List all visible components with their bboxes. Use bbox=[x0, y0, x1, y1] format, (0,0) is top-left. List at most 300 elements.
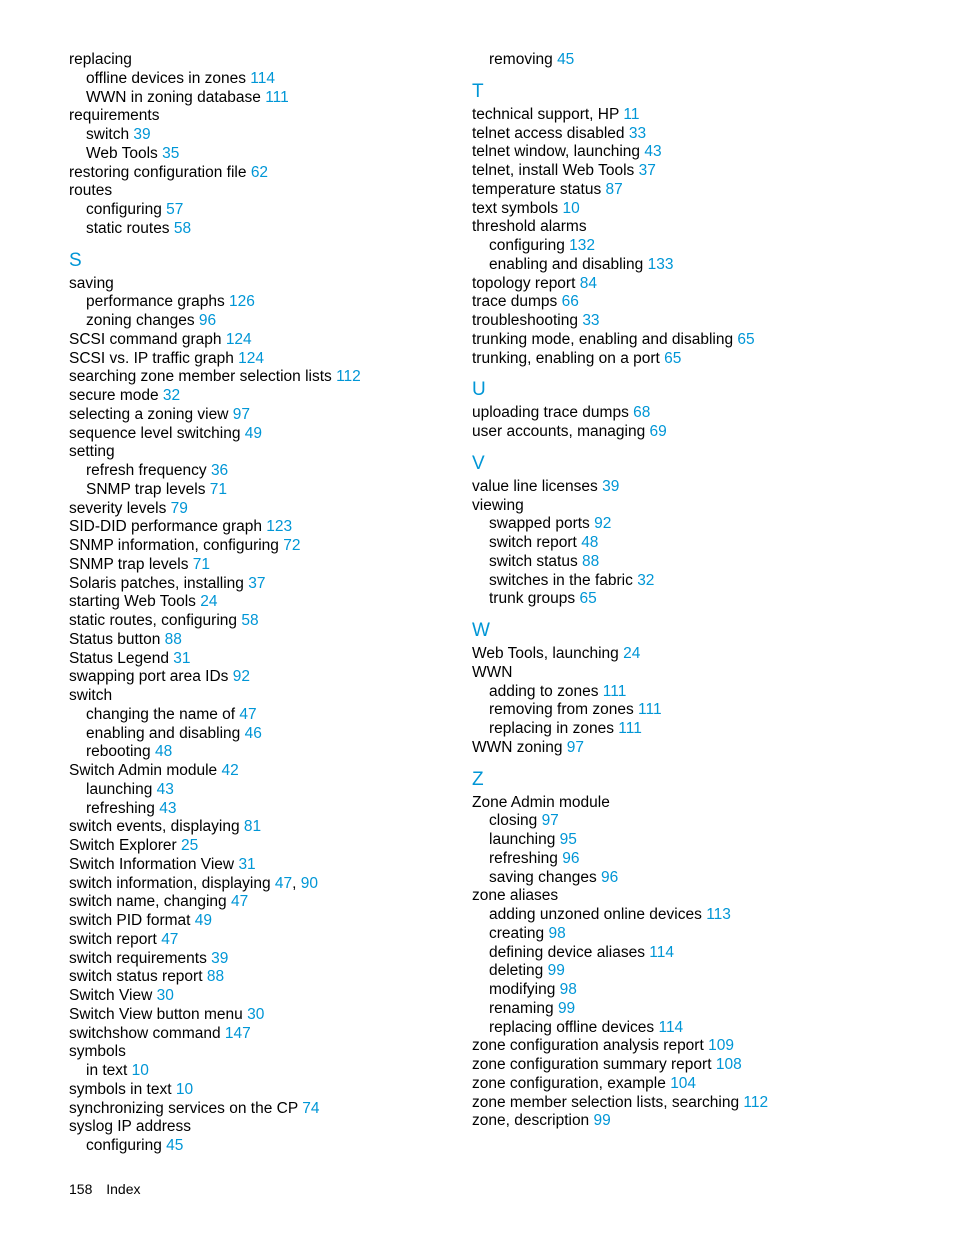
entry-text: technical support, HP bbox=[472, 105, 620, 123]
index-subentry-enabling-and-disabling bbox=[472, 256, 912, 275]
entry-text: zone member selection lists, searching bbox=[472, 1093, 740, 1111]
index-entry-sequence-level-switching bbox=[69, 425, 459, 444]
index-subentry-refreshing bbox=[472, 850, 912, 869]
entry-text: zoning changes bbox=[86, 312, 195, 329]
page-link[interactable]: 96 bbox=[562, 849, 580, 867]
index-entry-switch-view bbox=[69, 987, 459, 1006]
page-link[interactable]: 36 bbox=[210, 462, 229, 479]
entry-text: zone aliases bbox=[472, 887, 559, 905]
entry-text: temperature status bbox=[472, 180, 602, 198]
entry-text: Switch Information View bbox=[69, 855, 235, 873]
entry-text: static routes, configuring bbox=[69, 612, 238, 629]
entry-text: WWN in zoning database bbox=[86, 88, 261, 106]
page-link[interactable]: 98 bbox=[559, 981, 577, 998]
index-subentry-defining-device-aliases bbox=[472, 944, 912, 963]
page-link[interactable]: 24 bbox=[623, 645, 641, 662]
index-entry-zone-configuration-summary-report bbox=[472, 1056, 912, 1075]
index-entry-telnet-access-disabled bbox=[472, 125, 912, 144]
entry-text: switch requirements bbox=[69, 949, 207, 967]
entry-text: saving changes bbox=[489, 868, 597, 886]
page-link[interactable]: 74 bbox=[302, 1099, 320, 1117]
entry-text: removing from zones bbox=[489, 701, 634, 719]
entry-text: sequence level switching bbox=[69, 424, 241, 442]
index-entry-syslog-ip-address bbox=[69, 1118, 459, 1137]
page-link[interactable]: 57 bbox=[166, 201, 184, 218]
page-link[interactable]: 39 bbox=[211, 949, 229, 967]
index-entry-symbols bbox=[69, 1043, 459, 1062]
index-subentry-creating bbox=[472, 925, 912, 944]
page-link[interactable]: 132 bbox=[569, 237, 596, 254]
page-link[interactable]: 92 bbox=[594, 515, 612, 533]
index-subentry-static-routes bbox=[69, 220, 459, 239]
entry-text: selecting a zoning view bbox=[69, 405, 229, 423]
index-entry-trace-dumps bbox=[472, 293, 912, 312]
page-link[interactable]: 97 bbox=[541, 812, 559, 830]
entry-text: replacing bbox=[69, 51, 132, 68]
page-link[interactable]: 10 bbox=[562, 199, 580, 217]
page-link[interactable]: 35 bbox=[162, 144, 180, 162]
entry-text: requirements bbox=[69, 107, 160, 125]
index-entry-switch-pid-format bbox=[69, 912, 459, 931]
index-entry-text-symbols bbox=[472, 200, 912, 219]
entry-text: zone, description bbox=[472, 1112, 590, 1130]
index-subentry-configuring bbox=[472, 237, 912, 256]
page-link[interactable]: 66 bbox=[561, 293, 579, 311]
page-link[interactable]: 99 bbox=[557, 999, 576, 1017]
page-link[interactable]: 113 bbox=[706, 906, 731, 923]
page-link[interactable]: 33 bbox=[628, 124, 647, 142]
entry-text: launching bbox=[489, 831, 556, 848]
entry-text: performance graphs bbox=[86, 293, 225, 311]
page-link[interactable]: 124 bbox=[225, 330, 252, 348]
index-entry-switch-report bbox=[69, 931, 459, 950]
page-link[interactable]: 37 bbox=[638, 162, 656, 179]
page-link[interactable]: 58 bbox=[173, 219, 192, 237]
index-entry-switch-information-displaying bbox=[69, 875, 459, 894]
entry-text: switch events, displaying bbox=[69, 818, 240, 836]
entry-text: searching zone member selection lists bbox=[69, 368, 332, 386]
entry-text: switch PID format bbox=[69, 912, 191, 929]
index-entry-zone-admin-module bbox=[472, 794, 912, 813]
page-link[interactable]: 43 bbox=[159, 799, 177, 817]
page-link[interactable]: 133 bbox=[647, 255, 674, 273]
index-entry-sid-did-performance-graph bbox=[69, 518, 459, 537]
entry-text: SCSI vs. IP traffic graph bbox=[69, 349, 234, 367]
index-subentry-configuring bbox=[69, 1137, 459, 1156]
page-link[interactable]: 65 bbox=[664, 349, 682, 367]
entry-text: user accounts, managing bbox=[472, 423, 646, 440]
index-subentry-web-tools bbox=[69, 145, 459, 164]
index-entry-telnet-install-web-tools bbox=[472, 162, 912, 181]
entry-text: text symbols bbox=[472, 199, 559, 217]
entry-text: restoring configuration file bbox=[69, 163, 247, 181]
index-subentry-refresh-frequency bbox=[69, 462, 459, 481]
entry-text: symbols in text bbox=[69, 1080, 172, 1098]
page-link[interactable]: 88 bbox=[206, 968, 225, 986]
page-link[interactable]: 39 bbox=[602, 477, 620, 495]
entry-text: SNMP information, configuring bbox=[69, 537, 279, 554]
entry-text: switch bbox=[86, 126, 130, 143]
entry-text: switch status bbox=[489, 552, 578, 570]
entry-text: changing the name of bbox=[86, 705, 236, 723]
page-link[interactable]: 108 bbox=[715, 1056, 742, 1073]
entry-text: configuring bbox=[86, 1137, 162, 1154]
entry-text: trunk groups bbox=[489, 590, 576, 608]
index-subentry-modifying bbox=[472, 981, 912, 1000]
section-letter-z: Z bbox=[472, 768, 484, 790]
index-entry-trunking-mode-enabling-and-disabling bbox=[472, 331, 912, 350]
entry-text: removing bbox=[489, 51, 553, 68]
page-link[interactable]: 92 bbox=[232, 668, 250, 686]
page-link[interactable]: 10 bbox=[131, 1062, 149, 1079]
index-entry-secure-mode bbox=[69, 387, 459, 406]
index-entry-status-button bbox=[69, 631, 459, 650]
index-entry-wwn-zoning bbox=[472, 739, 912, 758]
entry-text: secure mode bbox=[69, 387, 159, 404]
index-entry-searching-zone-member-selection-lists bbox=[69, 368, 459, 387]
page-link[interactable]: 58 bbox=[241, 612, 259, 629]
entry-text: viewing bbox=[472, 496, 524, 514]
entry-text: SNMP trap levels bbox=[69, 555, 189, 573]
page-link[interactable]: 126 bbox=[229, 293, 255, 311]
section-letter-u: U bbox=[472, 379, 486, 401]
entry-text: WWN bbox=[472, 663, 513, 681]
entry-text: telnet, install Web Tools bbox=[472, 162, 635, 179]
entry-text: enabling and disabling bbox=[489, 255, 644, 273]
index-entry-threshold-alarms bbox=[472, 218, 912, 237]
entry-text: static routes bbox=[86, 219, 170, 237]
entry-text: zone configuration summary report bbox=[472, 1056, 712, 1073]
section-letter-t: T bbox=[472, 80, 484, 102]
index-entry-technical-support-hp bbox=[472, 106, 912, 125]
entry-text: WWN zoning bbox=[472, 738, 563, 756]
index-subentry-launching bbox=[69, 781, 459, 800]
page-link[interactable]: 98 bbox=[548, 924, 566, 942]
entry-text: syslog IP address bbox=[69, 1118, 192, 1136]
page-link[interactable]: 97 bbox=[566, 738, 584, 756]
index-subentry-switches-in-the-fabric bbox=[472, 572, 912, 591]
entry-text: Switch Admin module bbox=[69, 762, 218, 779]
entry-text: replacing offline devices bbox=[489, 1018, 655, 1036]
page-link[interactable]: 45 bbox=[557, 51, 575, 68]
index-entry-troubleshooting bbox=[472, 312, 912, 331]
entry-text: saving bbox=[69, 274, 114, 292]
entry-text: severity levels bbox=[69, 499, 167, 517]
page-link[interactable]: 72 bbox=[283, 537, 301, 554]
entry-text: starting Web Tools bbox=[69, 593, 196, 611]
index-subentry-closing bbox=[472, 812, 912, 831]
page-link[interactable]: 88 bbox=[582, 552, 600, 570]
index-entry-synchronizing-services-on-the-cp bbox=[69, 1100, 459, 1119]
index-subentry-wwn-in-zoning-database bbox=[69, 89, 459, 108]
entry-text: topology report bbox=[472, 274, 576, 292]
page-link[interactable]: 84 bbox=[579, 274, 597, 292]
index-column-right bbox=[472, 51, 912, 1131]
index-entry-topology-report bbox=[472, 275, 912, 294]
entry-text: switch information, displaying bbox=[69, 874, 271, 892]
index-subentry-removing bbox=[472, 51, 912, 70]
page-link[interactable]: 99 bbox=[547, 962, 565, 980]
page-link[interactable]: 68 bbox=[633, 404, 651, 422]
entry-text: synchronizing services on the CP bbox=[69, 1099, 298, 1117]
index-entry-switch-view-button-menu bbox=[69, 1006, 459, 1025]
page-link[interactable]: 96 bbox=[198, 312, 217, 329]
page-link[interactable]: 111 bbox=[602, 682, 627, 700]
entry-text: enabling and disabling bbox=[86, 724, 241, 742]
index-entry-wwn bbox=[472, 664, 912, 683]
entry-text: configuring bbox=[86, 201, 162, 218]
entry-text: Status Legend bbox=[69, 649, 169, 667]
index-subentry-launching bbox=[472, 831, 912, 850]
page-link[interactable]: 45 bbox=[166, 1137, 184, 1154]
page-link[interactable]: 114 bbox=[649, 943, 674, 961]
page-link[interactable]: 109 bbox=[708, 1037, 734, 1055]
page-link[interactable]: 104 bbox=[670, 1074, 697, 1092]
page-link[interactable]: 71 bbox=[209, 480, 228, 498]
entry-text: Status button bbox=[69, 630, 161, 648]
page-link[interactable]: 79 bbox=[170, 499, 188, 517]
entry-text: creating bbox=[489, 924, 545, 942]
entry-text: modifying bbox=[489, 981, 556, 998]
page-link[interactable]: 49 bbox=[194, 912, 213, 929]
page-link[interactable]: 112 bbox=[336, 368, 361, 386]
page-link[interactable]: 48 bbox=[154, 743, 173, 761]
index-entry-switch bbox=[69, 687, 459, 706]
entry-text: switch report bbox=[489, 534, 577, 551]
index-subentry-replacing-offline-devices bbox=[472, 1019, 912, 1038]
page-link[interactable]: 71 bbox=[192, 555, 211, 573]
entry-text: SNMP trap levels bbox=[86, 480, 206, 498]
page-separator: , bbox=[292, 874, 297, 892]
page-link[interactable]: 124 bbox=[238, 349, 265, 367]
page-link[interactable]: 25 bbox=[181, 837, 199, 854]
entry-text: switch name, changing bbox=[69, 893, 227, 911]
index-entry-zone-configuration-analysis-report bbox=[472, 1037, 912, 1056]
page-link[interactable]: 95 bbox=[559, 831, 577, 848]
entry-text: in text bbox=[86, 1062, 128, 1079]
page-link[interactable]: 97 bbox=[232, 405, 250, 423]
index-subentry-offline-devices-in-zones bbox=[69, 70, 459, 89]
index-subentry-trunk-groups bbox=[472, 590, 912, 609]
entry-text: launching bbox=[86, 780, 153, 798]
entry-text: Switch Explorer bbox=[69, 837, 177, 854]
entry-text: refreshing bbox=[86, 799, 155, 817]
section-letter-w: W bbox=[472, 620, 490, 641]
index-entry-uploading-trace-dumps bbox=[472, 404, 912, 423]
entry-text: replacing in zones bbox=[489, 720, 614, 737]
index-entry-switch-information-view bbox=[69, 856, 459, 875]
entry-text: deleting bbox=[489, 962, 544, 980]
index-entry-saving bbox=[69, 275, 459, 294]
page-link[interactable]: 114 bbox=[250, 69, 276, 87]
page-link[interactable]: 32 bbox=[637, 571, 655, 589]
entry-text: offline devices in zones bbox=[86, 69, 246, 87]
index-subentry-zoning-changes bbox=[69, 312, 459, 331]
index-entry-routes bbox=[69, 182, 459, 201]
index-subentry-performance-graphs bbox=[69, 293, 459, 312]
page-link[interactable]: 11 bbox=[623, 105, 640, 123]
page-link[interactable]: 114 bbox=[658, 1018, 684, 1036]
entry-text: threshold alarms bbox=[472, 218, 587, 236]
index-subentry-rebooting bbox=[69, 743, 459, 762]
page-link[interactable]: 47 bbox=[239, 705, 257, 723]
page-link[interactable]: 47 bbox=[161, 930, 179, 948]
entry-text: Switch View button menu bbox=[69, 1005, 243, 1023]
entry-text: swapping port area IDs bbox=[69, 668, 229, 686]
index-entry-viewing bbox=[472, 497, 912, 516]
page-link[interactable]: 43 bbox=[156, 780, 174, 798]
page-link[interactable]: 111 bbox=[638, 701, 662, 719]
index-subentry-switch bbox=[69, 126, 459, 145]
index-entry-replacing bbox=[69, 51, 459, 70]
entry-text: refresh frequency bbox=[86, 462, 207, 479]
entry-text: zone configuration, example bbox=[472, 1074, 666, 1092]
index-entry-switch-requirements bbox=[69, 950, 459, 969]
entry-text: setting bbox=[69, 443, 115, 461]
index-entry-symbols-in-text bbox=[69, 1081, 459, 1100]
page-link[interactable]: 111 bbox=[618, 720, 642, 737]
page-link[interactable]: 49 bbox=[244, 424, 263, 442]
index-subentry-adding-to-zones bbox=[472, 683, 912, 702]
index-entry-switchshow-command bbox=[69, 1025, 459, 1044]
page-link[interactable]: 69 bbox=[649, 423, 667, 440]
index-subentry-removing-from-zones bbox=[472, 701, 912, 720]
entry-text: Zone Admin module bbox=[472, 793, 610, 811]
index-entry-scsi-command-graph bbox=[69, 331, 459, 350]
page-link[interactable]: 32 bbox=[162, 387, 181, 404]
entry-text: telnet window, launching bbox=[472, 143, 641, 161]
index-entry-web-tools-launching bbox=[472, 645, 912, 664]
index-subentry-replacing-in-zones bbox=[472, 720, 912, 739]
page-link[interactable]: 39 bbox=[133, 126, 151, 143]
entry-text: switches in the fabric bbox=[489, 571, 633, 589]
index-column-left bbox=[69, 51, 459, 1156]
page-link[interactable]: 147 bbox=[224, 1024, 251, 1042]
entry-text: refreshing bbox=[489, 849, 558, 867]
section-letter-s: S bbox=[69, 249, 82, 271]
index-entry-status-legend bbox=[69, 650, 459, 669]
entry-text: configuring bbox=[489, 237, 565, 254]
page-link[interactable]: 10 bbox=[175, 1080, 194, 1098]
index-subentry-adding-unzoned-online-devices bbox=[472, 906, 912, 925]
section-letter-v: V bbox=[472, 452, 485, 474]
index-entry-selecting-a-zoning-view bbox=[69, 406, 459, 425]
page-link[interactable]: 65 bbox=[737, 330, 755, 348]
entry-text: value line licenses bbox=[472, 477, 598, 495]
entry-text: switch report bbox=[69, 930, 157, 948]
page-link[interactable]: 87 bbox=[605, 180, 623, 198]
entry-text: switch status report bbox=[69, 968, 203, 986]
index-entry-user-accounts-managing bbox=[472, 423, 912, 442]
index-entry-requirements bbox=[69, 107, 459, 126]
index-entry-zone-aliases bbox=[472, 887, 912, 906]
index-entry-switch-explorer bbox=[69, 837, 459, 856]
page-link[interactable]: 99 bbox=[593, 1112, 611, 1130]
entry-text: trunking mode, enabling and disabling bbox=[472, 330, 734, 348]
index-entry-scsi-vs-ip-traffic-graph bbox=[69, 350, 459, 369]
index-entry-zone-configuration-example bbox=[472, 1075, 912, 1094]
index-entry-switch-status-report bbox=[69, 968, 459, 987]
entry-text: defining device aliases bbox=[489, 943, 645, 961]
page-link[interactable]: 123 bbox=[266, 518, 293, 536]
index-entry-severity-levels bbox=[69, 500, 459, 519]
index-subentry-refreshing bbox=[69, 800, 459, 819]
entry-text: zone configuration analysis report bbox=[472, 1037, 704, 1055]
index-subentry-swapped-ports bbox=[472, 515, 912, 534]
page-link[interactable]: 47 bbox=[274, 874, 293, 892]
page-link[interactable]: 48 bbox=[581, 534, 599, 551]
page-link[interactable]: 42 bbox=[221, 762, 239, 779]
entry-text: uploading trace dumps bbox=[472, 404, 629, 422]
index-entry-restoring-configuration-file bbox=[69, 164, 459, 183]
entry-text: swapped ports bbox=[489, 515, 590, 533]
entry-text: SCSI command graph bbox=[69, 330, 222, 348]
index-entry-swapping-port-area-ids bbox=[69, 668, 459, 687]
index-subentry-configuring bbox=[69, 201, 459, 220]
index-entry-temperature-status bbox=[472, 181, 912, 200]
index-subentry-in-text bbox=[69, 1062, 459, 1081]
page-link[interactable]: 24 bbox=[200, 593, 218, 611]
index-entry-switch-admin-module bbox=[69, 762, 459, 781]
page-link[interactable]: 62 bbox=[250, 163, 269, 181]
page-link[interactable]: 112 bbox=[743, 1093, 769, 1111]
page-footer bbox=[69, 1180, 151, 1198]
index-entry-switch-events-displaying bbox=[69, 818, 459, 837]
entry-text: switch bbox=[69, 687, 113, 704]
entry-text: renaming bbox=[489, 999, 554, 1017]
entry-text: rebooting bbox=[86, 743, 151, 761]
page-link[interactable]: 30 bbox=[156, 987, 174, 1004]
entry-text: SID-DID performance graph bbox=[69, 518, 262, 536]
page-number: 158 bbox=[69, 1181, 93, 1197]
index-subentry-renaming bbox=[472, 1000, 912, 1019]
page-link[interactable]: 81 bbox=[243, 818, 262, 836]
index-entry-telnet-window-launching bbox=[472, 143, 912, 162]
page-link[interactable]: 90 bbox=[300, 874, 319, 892]
page-link[interactable]: 43 bbox=[644, 143, 662, 161]
page-link[interactable]: 88 bbox=[164, 630, 182, 648]
index-entry-snmp-information-configuring bbox=[69, 537, 459, 556]
entry-text: Web Tools, launching bbox=[472, 645, 619, 662]
entry-text: switchshow command bbox=[69, 1024, 221, 1042]
footer-section-label: Index bbox=[106, 1181, 141, 1197]
entry-text: adding unzoned online devices bbox=[489, 906, 702, 923]
page-link[interactable]: 30 bbox=[247, 1005, 265, 1023]
page-link[interactable]: 31 bbox=[173, 649, 191, 667]
page-link[interactable]: 96 bbox=[601, 868, 619, 886]
page-link[interactable]: 46 bbox=[244, 724, 262, 742]
entry-text: trace dumps bbox=[472, 293, 558, 311]
index-entry-zone-description bbox=[472, 1112, 912, 1131]
page-link[interactable]: 37 bbox=[248, 574, 266, 592]
index-subentry-enabling-and-disabling bbox=[69, 725, 459, 744]
index-entry-solaris-patches-installing bbox=[69, 575, 459, 594]
index-entry-starting-web-tools bbox=[69, 593, 459, 612]
index-entry-snmp-trap-levels bbox=[69, 556, 459, 575]
page-link[interactable]: 47 bbox=[230, 893, 249, 911]
entry-text: telnet access disabled bbox=[472, 124, 625, 142]
entry-text: adding to zones bbox=[489, 682, 599, 700]
index-subentry-deleting bbox=[472, 962, 912, 981]
page-link[interactable]: 33 bbox=[582, 312, 600, 329]
page-link[interactable]: 65 bbox=[579, 590, 597, 608]
index-subentry-switch-report bbox=[472, 534, 912, 553]
index-entry-value-line-licenses bbox=[472, 478, 912, 497]
page-link[interactable]: 31 bbox=[238, 855, 256, 873]
index-subentry-snmp-trap-levels bbox=[69, 481, 459, 500]
index-subentry-saving-changes bbox=[472, 869, 912, 888]
page-link[interactable]: 111 bbox=[265, 88, 289, 106]
